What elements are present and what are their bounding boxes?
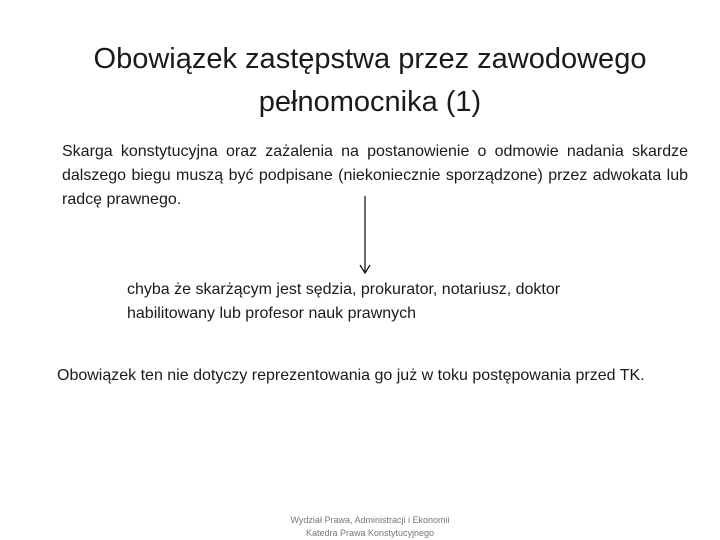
exception-paragraph <box>127 278 647 326</box>
slide-title <box>40 38 700 124</box>
footer-department: Katedra Prawa Konstytucyjnego <box>305 528 435 538</box>
exception-line-2: habilitowany lub profesor nauk prawnych <box>127 305 417 322</box>
footer <box>220 514 520 540</box>
slide-title-line-2: pełnomocnika (1) <box>258 86 482 118</box>
down-arrow-icon <box>355 196 375 278</box>
main-paragraph: Skarga konstytucyjna oraz zażalenia na postanowienie o odmowie nadania skardze dalszego biegu muszą być podpisane (niekoniecznie sporządzone) przez adwokata lub radcę prawnego. <box>62 143 688 208</box>
footer-faculty: Wydział Prawa, Administracji i Ekonomii <box>290 515 450 525</box>
exception-line-1: chyba że skarżącym jest sędzia, prokurator, notariusz, doktor <box>127 281 561 298</box>
note-paragraph: Obowiązek ten nie dotyczy reprezentowania go już w toku postępowania przed TK. <box>57 367 645 384</box>
slide-title-line-1: Obowiązek zastępstwa przez zawodowego <box>93 43 647 75</box>
